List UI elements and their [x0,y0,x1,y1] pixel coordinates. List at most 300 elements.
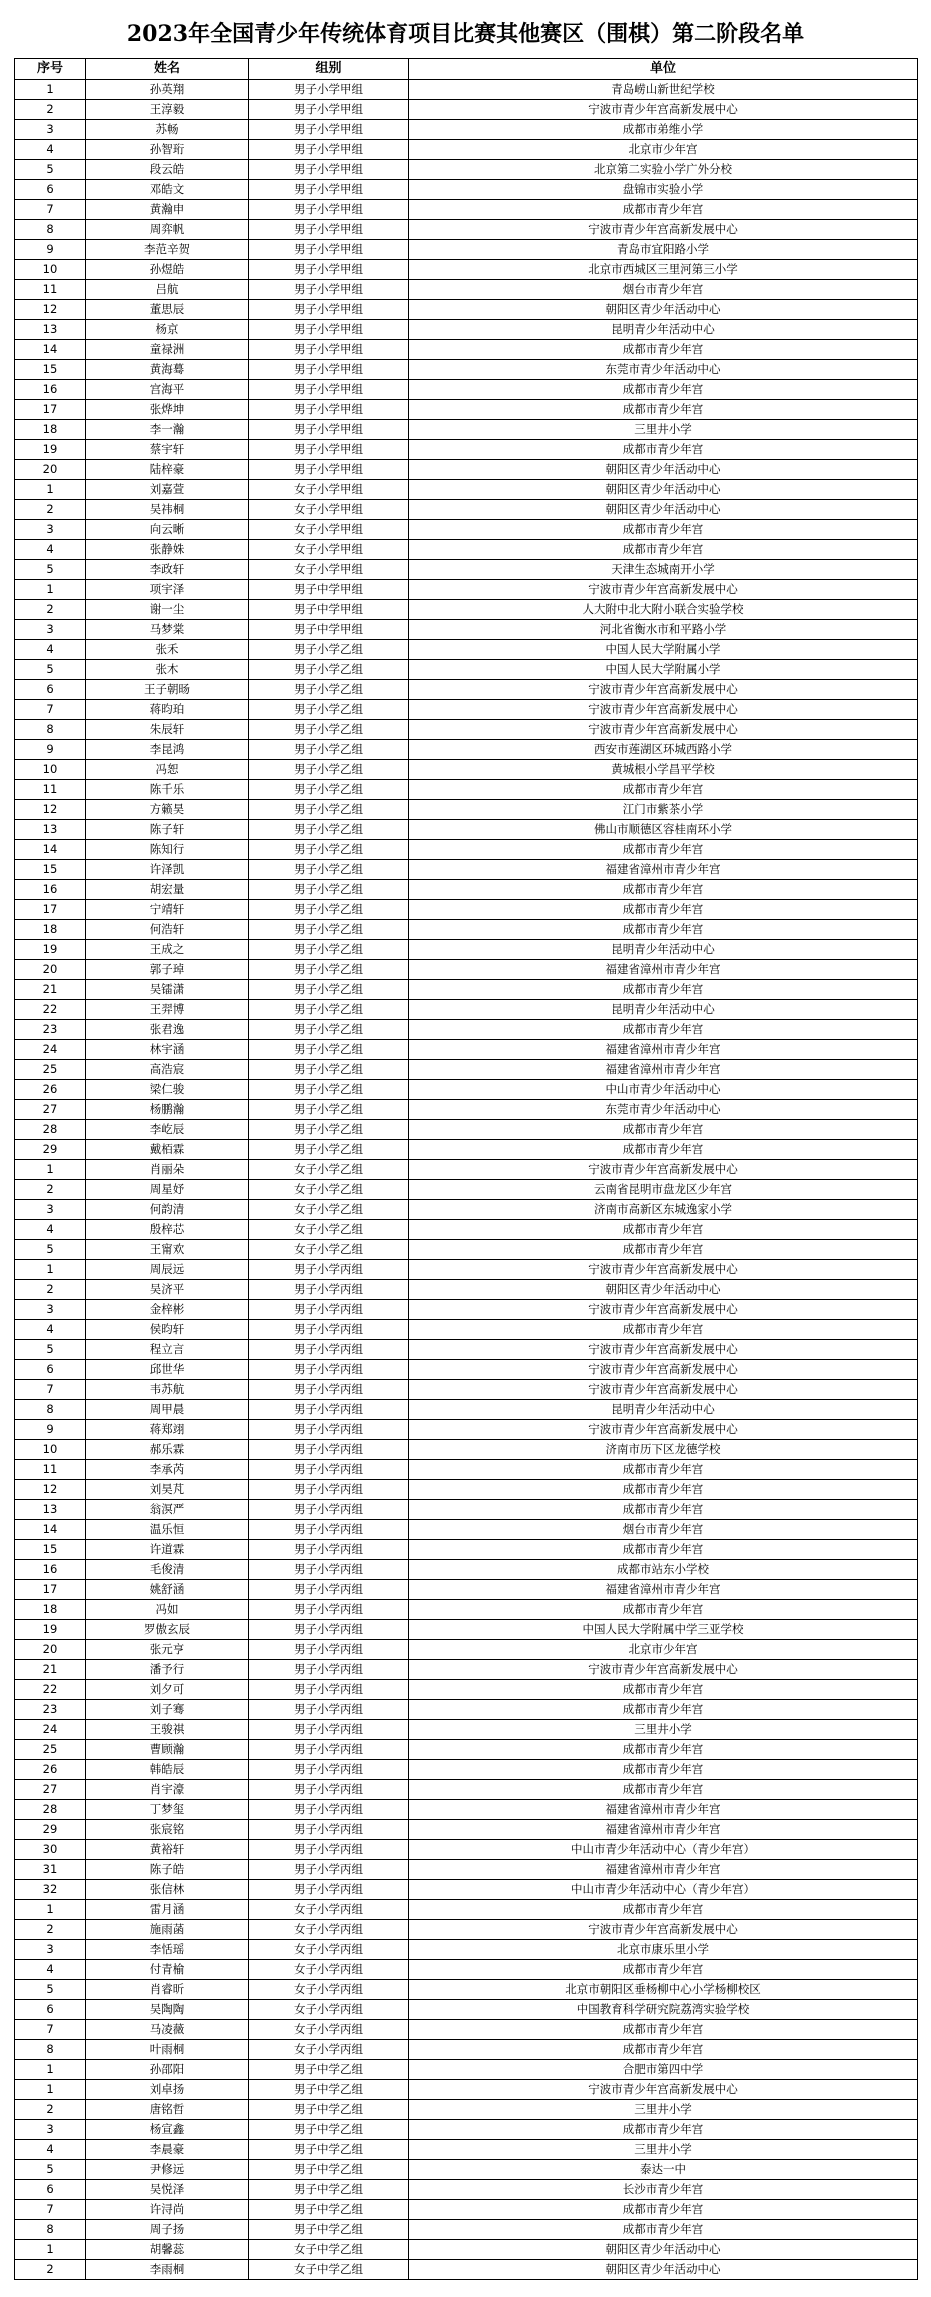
cell-group: 男子小学乙组 [249,860,409,880]
header-group: 组别 [249,59,409,80]
cell-name: 李晨豪 [86,2140,249,2160]
cell-index: 1 [15,1900,86,1920]
cell-unit: 烟台市青少年宫 [409,280,918,300]
cell-group: 男子小学甲组 [249,400,409,420]
cell-group: 男子中学甲组 [249,600,409,620]
cell-name: 李承芮 [86,1460,249,1480]
table-row [15,660,918,680]
cell-group: 男子小学丙组 [249,1800,409,1820]
table-row [15,1980,918,2000]
cell-name: 李恬瑶 [86,1940,249,1960]
table-row [15,80,918,100]
cell-group: 女子小学丙组 [249,2020,409,2040]
table-row [15,1620,918,1640]
cell-name: 丁梦玺 [86,1800,249,1820]
table-row [15,700,918,720]
cell-group: 男子小学甲组 [249,360,409,380]
table-row [15,2080,918,2100]
cell-index: 14 [15,840,86,860]
cell-name: 许泽凯 [86,860,249,880]
cell-group: 男子中学乙组 [249,2220,409,2240]
table-row [15,2240,918,2260]
cell-index: 7 [15,2200,86,2220]
cell-unit: 成都市青少年宫 [409,1700,918,1720]
cell-unit: 成都市青少年宫 [409,2020,918,2040]
cell-index: 13 [15,820,86,840]
cell-index: 6 [15,2180,86,2200]
table-row [15,1880,918,1900]
cell-unit: 天津生态城南开小学 [409,560,918,580]
cell-group: 男子小学甲组 [249,180,409,200]
cell-index: 1 [15,80,86,100]
cell-unit: 北京市少年宫 [409,140,918,160]
cell-name: 吕航 [86,280,249,300]
cell-index: 23 [15,1020,86,1040]
cell-unit: 成都市青少年宫 [409,1220,918,1240]
cell-name: 杨宣鑫 [86,2120,249,2140]
table-row [15,280,918,300]
cell-name: 潘予行 [86,1660,249,1680]
cell-index: 18 [15,420,86,440]
cell-index: 5 [15,660,86,680]
cell-unit: 成都市青少年宫 [409,1600,918,1620]
table-row [15,220,918,240]
cell-name: 陈子轩 [86,820,249,840]
cell-index: 8 [15,2040,86,2060]
cell-group: 男子小学丙组 [249,1740,409,1760]
table-row [15,1640,918,1660]
cell-group: 男子小学甲组 [249,380,409,400]
cell-index: 22 [15,1680,86,1700]
cell-unit: 成都市青少年宫 [409,840,918,860]
cell-name: 胡馨蕊 [86,2240,249,2260]
cell-group: 男子小学乙组 [249,720,409,740]
table-row [15,780,918,800]
cell-name: 向云晰 [86,520,249,540]
cell-group: 女子中学乙组 [249,2260,409,2280]
cell-name: 黄瀚申 [86,200,249,220]
cell-unit: 成都市青少年宫 [409,440,918,460]
cell-unit: 成都市青少年宫 [409,2040,918,2060]
cell-name: 刘卓扬 [86,2080,249,2100]
cell-name: 翁溟严 [86,1500,249,1520]
cell-unit: 宁波市青少年宫高新发展中心 [409,2080,918,2100]
cell-index: 1 [15,2060,86,2080]
cell-index: 10 [15,260,86,280]
cell-name: 陈子皓 [86,1860,249,1880]
cell-group: 女子小学乙组 [249,1160,409,1180]
table-row [15,1920,918,1940]
cell-index: 26 [15,1760,86,1780]
table-row [15,360,918,380]
cell-unit: 泰达一中 [409,2160,918,2180]
cell-name: 施雨菡 [86,1920,249,1940]
cell-name: 吴祎桐 [86,500,249,520]
cell-unit: 朝阳区青少年活动中心 [409,1280,918,1300]
cell-index: 29 [15,1140,86,1160]
cell-group: 男子小学丙组 [249,1880,409,1900]
cell-group: 男子小学丙组 [249,1820,409,1840]
table-row [15,1940,918,1960]
cell-group: 男子小学甲组 [249,440,409,460]
table-row [15,320,918,340]
cell-unit: 成都市青少年宫 [409,1780,918,1800]
cell-group: 男子小学乙组 [249,700,409,720]
cell-name: 董思辰 [86,300,249,320]
table-row [15,600,918,620]
cell-index: 10 [15,1440,86,1460]
cell-name: 殷梓芯 [86,1220,249,1240]
cell-unit: 青岛市宜阳路小学 [409,240,918,260]
cell-index: 18 [15,1600,86,1620]
cell-group: 男子小学丙组 [249,1640,409,1660]
cell-unit: 三里井小学 [409,2140,918,2160]
cell-group: 男子小学乙组 [249,640,409,660]
cell-unit: 成都市青少年宫 [409,1680,918,1700]
cell-group: 男子小学丙组 [249,1540,409,1560]
cell-index: 4 [15,2140,86,2160]
cell-group: 男子中学甲组 [249,580,409,600]
cell-unit: 福建省漳州市青少年宫 [409,1580,918,1600]
cell-unit: 昆明青少年活动中心 [409,940,918,960]
cell-name: 王骏祺 [86,1720,249,1740]
cell-name: 刘嘉萱 [86,480,249,500]
table-body [15,80,918,2280]
table-row [15,1060,918,1080]
cell-index: 22 [15,1000,86,1020]
cell-unit: 福建省漳州市青少年宫 [409,1060,918,1080]
cell-index: 13 [15,320,86,340]
cell-group: 男子中学乙组 [249,2060,409,2080]
table-row [15,1180,918,1200]
cell-group: 女子小学丙组 [249,1960,409,1980]
table-row [15,980,918,1000]
table-row [15,1460,918,1480]
table-row [15,860,918,880]
cell-unit: 成都市青少年宫 [409,1760,918,1780]
cell-unit: 北京第二实验小学广外分校 [409,160,918,180]
cell-index: 3 [15,2120,86,2140]
cell-group: 男子小学丙组 [249,1860,409,1880]
cell-unit: 宁波市青少年宫高新发展中心 [409,580,918,600]
cell-name: 陆梓豪 [86,460,249,480]
cell-index: 2 [15,1920,86,1940]
cell-unit: 成都市青少年宫 [409,1480,918,1500]
cell-group: 男子小学乙组 [249,960,409,980]
cell-index: 6 [15,680,86,700]
table-row [15,1140,918,1160]
table-row [15,760,918,780]
cell-name: 戴栢霖 [86,1140,249,1160]
cell-unit: 成都市弟维小学 [409,120,918,140]
cell-name: 马凌薇 [86,2020,249,2040]
table-row [15,1360,918,1380]
cell-index: 20 [15,460,86,480]
cell-index: 32 [15,1880,86,1900]
cell-unit: 成都市青少年宫 [409,1960,918,1980]
cell-group: 男子中学乙组 [249,2100,409,2120]
cell-name: 温乐恒 [86,1520,249,1540]
cell-unit: 青岛崂山新世纪学校 [409,80,918,100]
cell-name: 王成之 [86,940,249,960]
cell-unit: 宁波市青少年宫高新发展中心 [409,1300,918,1320]
table-row [15,2000,918,2020]
cell-name: 黄海蓦 [86,360,249,380]
cell-index: 18 [15,920,86,940]
cell-index: 3 [15,120,86,140]
cell-group: 男子小学丙组 [249,1780,409,1800]
cell-unit: 成都市青少年宫 [409,1120,918,1140]
cell-name: 冯恕 [86,760,249,780]
cell-index: 20 [15,960,86,980]
cell-name: 张元亨 [86,1640,249,1660]
cell-name: 刘夕可 [86,1680,249,1700]
cell-index: 20 [15,1640,86,1660]
cell-group: 女子小学乙组 [249,1200,409,1220]
cell-group: 女子小学甲组 [249,540,409,560]
cell-index: 1 [15,2080,86,2100]
cell-index: 17 [15,400,86,420]
cell-unit: 黄城根小学昌平学校 [409,760,918,780]
cell-index: 2 [15,600,86,620]
table-row [15,2140,918,2160]
cell-index: 12 [15,1480,86,1500]
cell-unit: 北京市西城区三里河第三小学 [409,260,918,280]
cell-index: 3 [15,1300,86,1320]
cell-group: 男子中学乙组 [249,2180,409,2200]
cell-name: 吴陶陶 [86,2000,249,2020]
cell-group: 男子中学乙组 [249,2140,409,2160]
header-unit: 单位 [409,59,918,80]
table-row [15,960,918,980]
table-row [15,1340,918,1360]
cell-group: 男子小学乙组 [249,820,409,840]
cell-index: 7 [15,700,86,720]
cell-unit: 三里井小学 [409,420,918,440]
cell-unit: 成都市青少年宫 [409,520,918,540]
cell-unit: 宁波市青少年宫高新发展中心 [409,1420,918,1440]
cell-group: 男子小学乙组 [249,980,409,1000]
cell-group: 男子小学甲组 [249,320,409,340]
cell-name: 蒋郑翊 [86,1420,249,1440]
cell-name: 王子朝旸 [86,680,249,700]
cell-unit: 朝阳区青少年活动中心 [409,2260,918,2280]
cell-group: 男子小学甲组 [249,220,409,240]
table-row [15,120,918,140]
cell-name: 宁靖轩 [86,900,249,920]
cell-index: 21 [15,1660,86,1680]
table-row [15,300,918,320]
cell-unit: 福建省漳州市青少年宫 [409,860,918,880]
cell-index: 3 [15,520,86,540]
table-row [15,1320,918,1340]
table-row [15,460,918,480]
cell-name: 谢一尘 [86,600,249,620]
cell-unit: 成都市青少年宫 [409,880,918,900]
cell-index: 7 [15,2020,86,2040]
cell-unit: 烟台市青少年宫 [409,1520,918,1540]
cell-unit: 成都市青少年宫 [409,1900,918,1920]
cell-unit: 北京市朝阳区垂杨柳中心小学杨柳校区 [409,1980,918,2000]
cell-group: 男子小学甲组 [249,200,409,220]
table-row [15,1120,918,1140]
cell-unit: 朝阳区青少年活动中心 [409,500,918,520]
cell-index: 12 [15,800,86,820]
cell-unit: 河北省衡水市和平路小学 [409,620,918,640]
table-row [15,920,918,940]
cell-name: 尹修远 [86,2160,249,2180]
cell-index: 13 [15,1500,86,1520]
cell-unit: 北京市少年宫 [409,1640,918,1660]
cell-index: 5 [15,160,86,180]
cell-group: 男子小学丙组 [249,1360,409,1380]
cell-unit: 成都市青少年宫 [409,340,918,360]
cell-unit: 宁波市青少年宫高新发展中心 [409,100,918,120]
cell-group: 男子小学丙组 [249,1600,409,1620]
cell-index: 29 [15,1820,86,1840]
cell-group: 女子小学乙组 [249,1240,409,1260]
cell-index: 1 [15,1160,86,1180]
cell-name: 金梓彬 [86,1300,249,1320]
table-row [15,1040,918,1060]
cell-name: 唐铭哲 [86,2100,249,2120]
table-row [15,100,918,120]
cell-group: 男子小学甲组 [249,100,409,120]
cell-index: 4 [15,140,86,160]
cell-name: 韦苏航 [86,1380,249,1400]
cell-name: 李政轩 [86,560,249,580]
cell-group: 男子小学丙组 [249,1420,409,1440]
cell-name: 杨鹏瀚 [86,1100,249,1120]
table-row [15,1020,918,1040]
cell-group: 女子小学丙组 [249,1900,409,1920]
cell-index: 1 [15,580,86,600]
table-row [15,1200,918,1220]
table-row [15,740,918,760]
cell-name: 周辰远 [86,1260,249,1280]
cell-group: 男子小学甲组 [249,300,409,320]
cell-unit: 中国教育科学研究院荔湾实验学校 [409,2000,918,2020]
cell-group: 男子小学乙组 [249,780,409,800]
cell-group: 女子小学丙组 [249,1920,409,1940]
cell-name: 侯昀轩 [86,1320,249,1340]
cell-index: 1 [15,2240,86,2260]
cell-group: 男子小学乙组 [249,1140,409,1160]
cell-unit: 中山市青少年活动中心 [409,1080,918,1100]
cell-unit: 宁波市青少年宫高新发展中心 [409,1340,918,1360]
cell-name: 黄裕轩 [86,1840,249,1860]
table-row [15,2060,918,2080]
table-row [15,1720,918,1740]
cell-name: 吴济平 [86,1280,249,1300]
table-row [15,1800,918,1820]
cell-unit: 朝阳区青少年活动中心 [409,460,918,480]
cell-name: 刘子骞 [86,1700,249,1720]
cell-unit: 宁波市青少年宫高新发展中心 [409,720,918,740]
cell-index: 2 [15,1180,86,1200]
cell-group: 男子小学丙组 [249,1580,409,1600]
cell-unit: 人大附中北大附小联合实验学校 [409,600,918,620]
cell-unit: 成都市青少年宫 [409,2220,918,2240]
cell-name: 许浔尚 [86,2200,249,2220]
cell-name: 张信林 [86,1880,249,1900]
cell-group: 男子小学乙组 [249,800,409,820]
cell-name: 郝乐霖 [86,1440,249,1460]
cell-index: 6 [15,1360,86,1380]
cell-index: 2 [15,500,86,520]
cell-unit: 宁波市青少年宫高新发展中心 [409,1160,918,1180]
cell-index: 1 [15,480,86,500]
cell-name: 王羿博 [86,1000,249,1020]
table-row [15,2180,918,2200]
cell-name: 蔡宇轩 [86,440,249,460]
cell-index: 3 [15,1200,86,1220]
cell-index: 30 [15,1840,86,1860]
cell-index: 4 [15,640,86,660]
cell-index: 9 [15,240,86,260]
cell-group: 男子小学甲组 [249,420,409,440]
cell-unit: 宁波市青少年宫高新发展中心 [409,680,918,700]
cell-name: 叶雨桐 [86,2040,249,2060]
cell-name: 肖丽朵 [86,1160,249,1180]
cell-group: 女子小学丙组 [249,1940,409,1960]
header-name: 姓名 [86,59,249,80]
table-row [15,140,918,160]
cell-group: 男子小学丙组 [249,1760,409,1780]
cell-index: 11 [15,280,86,300]
cell-name: 王淳毅 [86,100,249,120]
cell-unit: 北京市康乐里小学 [409,1940,918,1960]
cell-unit: 宁波市青少年宫高新发展中心 [409,1920,918,1940]
cell-name: 周甲晨 [86,1400,249,1420]
table-row [15,2260,918,2280]
cell-unit: 成都市青少年宫 [409,1240,918,1260]
cell-unit: 成都市站东小学校 [409,1560,918,1580]
cell-index: 2 [15,1280,86,1300]
table-row [15,1220,918,1240]
cell-unit: 成都市青少年宫 [409,400,918,420]
cell-name: 方籁昊 [86,800,249,820]
cell-index: 7 [15,1380,86,1400]
cell-unit: 成都市青少年宫 [409,200,918,220]
cell-unit: 宁波市青少年宫高新发展中心 [409,1260,918,1280]
cell-group: 男子小学丙组 [249,1680,409,1700]
cell-name: 胡宏量 [86,880,249,900]
cell-group: 女子小学乙组 [249,1220,409,1240]
cell-name: 李雨桐 [86,2260,249,2280]
table-row [15,1000,918,1020]
cell-group: 男子小学丙组 [249,1380,409,1400]
table-row [15,1420,918,1440]
cell-index: 4 [15,540,86,560]
cell-name: 张静姝 [86,540,249,560]
table-row [15,1100,918,1120]
cell-unit: 成都市青少年宫 [409,1020,918,1040]
cell-index: 5 [15,1240,86,1260]
cell-index: 17 [15,900,86,920]
cell-name: 张木 [86,660,249,680]
cell-name: 付青榆 [86,1960,249,1980]
cell-index: 8 [15,720,86,740]
cell-group: 女子小学丙组 [249,2040,409,2060]
cell-name: 何韵清 [86,1200,249,1220]
cell-unit: 三里井小学 [409,1720,918,1740]
cell-unit: 宁波市青少年宫高新发展中心 [409,1380,918,1400]
table-row [15,1820,918,1840]
cell-index: 12 [15,300,86,320]
cell-name: 郭子琸 [86,960,249,980]
table-row [15,1860,918,1880]
